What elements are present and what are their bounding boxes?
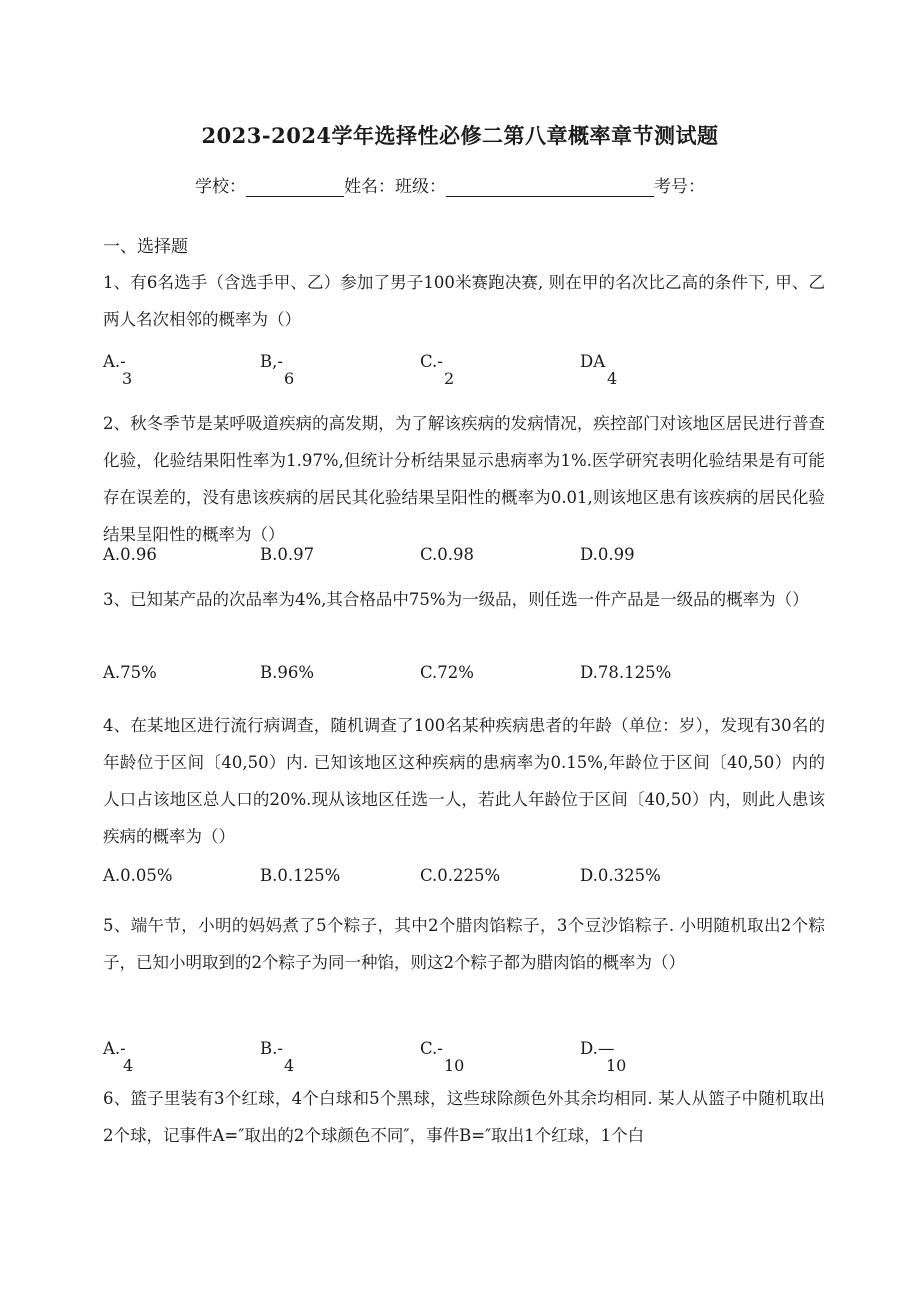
option-a[interactable]: A.- 4 bbox=[103, 1039, 134, 1075]
option-a[interactable]: A.- 3 bbox=[103, 352, 133, 388]
option-c[interactable]: C.- 10 bbox=[420, 1039, 465, 1075]
class-blank[interactable] bbox=[446, 178, 654, 197]
option-b-denominator: 4 bbox=[284, 1056, 295, 1075]
option-a-denominator: 3 bbox=[122, 369, 133, 388]
question-5: 5、端午节，小明的妈妈煮了5个粽子，其中2个腊肉馅粽子，3个豆沙馅粽子. 小明随机取出2个粽子，已知小明取到的2个粽子为同一种馅，则这2个粽子都为腊肉馅的概率为（） bbox=[103, 916, 825, 972]
option-b[interactable]: B.96% bbox=[260, 663, 315, 682]
question-4-options bbox=[103, 866, 823, 906]
question-1-options bbox=[103, 352, 823, 392]
option-c-denominator: 10 bbox=[444, 1056, 465, 1075]
question-1: 1、有6名选手（含选手甲、乙）参加了男子100米赛跑决赛, 则在甲的名次比乙高的条件下, 甲、乙两人名次相邻的概率为（） bbox=[103, 273, 825, 329]
option-c[interactable]: C.0.98 bbox=[420, 545, 475, 564]
option-b[interactable]: B.- 4 bbox=[260, 1039, 295, 1075]
option-d-denominator: 10 bbox=[606, 1056, 627, 1075]
class-label: 班级： bbox=[395, 177, 446, 197]
option-a[interactable]: A.75% bbox=[103, 663, 157, 682]
option-d[interactable]: D.0.325% bbox=[580, 866, 661, 885]
name-label: 姓名： bbox=[344, 177, 395, 197]
question-5-options bbox=[103, 1039, 823, 1079]
option-c[interactable]: C.0.225% bbox=[420, 866, 501, 885]
option-a[interactable]: A.0.96 bbox=[103, 545, 157, 564]
school-label: 学校： bbox=[195, 177, 246, 197]
option-d[interactable]: D.78.125% bbox=[580, 663, 672, 682]
option-a[interactable]: A.0.05% bbox=[103, 866, 173, 885]
section-heading: 一、选择题 bbox=[103, 237, 188, 257]
option-b-denominator: 6 bbox=[284, 369, 295, 388]
option-d-denominator: 4 bbox=[607, 369, 618, 388]
option-d[interactable]: D.0.99 bbox=[580, 545, 635, 564]
option-c[interactable]: C.- 2 bbox=[420, 352, 455, 388]
school-blank[interactable] bbox=[246, 178, 344, 197]
page-title: 2023-2024学年选择性必修二第八章概率章节测试题 bbox=[201, 123, 719, 148]
option-c-denominator: 2 bbox=[444, 369, 455, 388]
option-d[interactable]: D.— 10 bbox=[580, 1039, 627, 1075]
option-b[interactable]: B,- 6 bbox=[260, 352, 295, 388]
question-3: 3、已知某产品的次品率为4%,其合格品中75%为一级品，则任选一件产品是一级品的概率为（） bbox=[103, 590, 809, 609]
question-2: 2、秋冬季节是某呼吸道疾病的高发期，为了解该疾病的发病情况，疾控部门对该地区居民进行普查化验，化验结果阳性率为1.97%,但统计分析结果显示患病率为1%.医学研究表明化验结果是有可能存在误差的，没有患该疾病的居民其化验结果呈阳性的概率为0.01,则该地区患有该疾病的居民化验结果呈阳性的概率为（） bbox=[103, 414, 825, 544]
question-4: 4、在某地区进行流行病调查，随机调查了100名某种疾病患者的年龄（单位：岁），发现有30名的年龄位于区间〔40,50）内. 已知该地区这种疾病的患病率为0.15%,年龄位于区间〔40,50）内的人口占该地区总人口的20%.现从该地区任选一人，若此人年龄位于区间〔40,50）内，则此人患该疾病的概率为（） bbox=[103, 716, 825, 846]
option-b[interactable]: B.0.125% bbox=[260, 866, 341, 885]
option-d[interactable]: DA 4 bbox=[580, 352, 618, 388]
question-3-options bbox=[103, 663, 823, 703]
question-6: 6、篮子里装有3个红球，4个白球和5个黑球，这些球除颜色外其余均相同. 某人从篮子中随机取出2个球，记事件A=″取出的2个球颜色不同″，事件B=″取出1个红球，1个白 bbox=[103, 1089, 825, 1145]
exam-number-label: 考号： bbox=[654, 177, 705, 197]
question-2-options bbox=[103, 545, 823, 585]
option-b[interactable]: B.0.97 bbox=[260, 545, 315, 564]
student-info-line bbox=[195, 172, 705, 197]
option-c[interactable]: C.72% bbox=[420, 663, 474, 682]
option-a-denominator: 4 bbox=[123, 1056, 134, 1075]
